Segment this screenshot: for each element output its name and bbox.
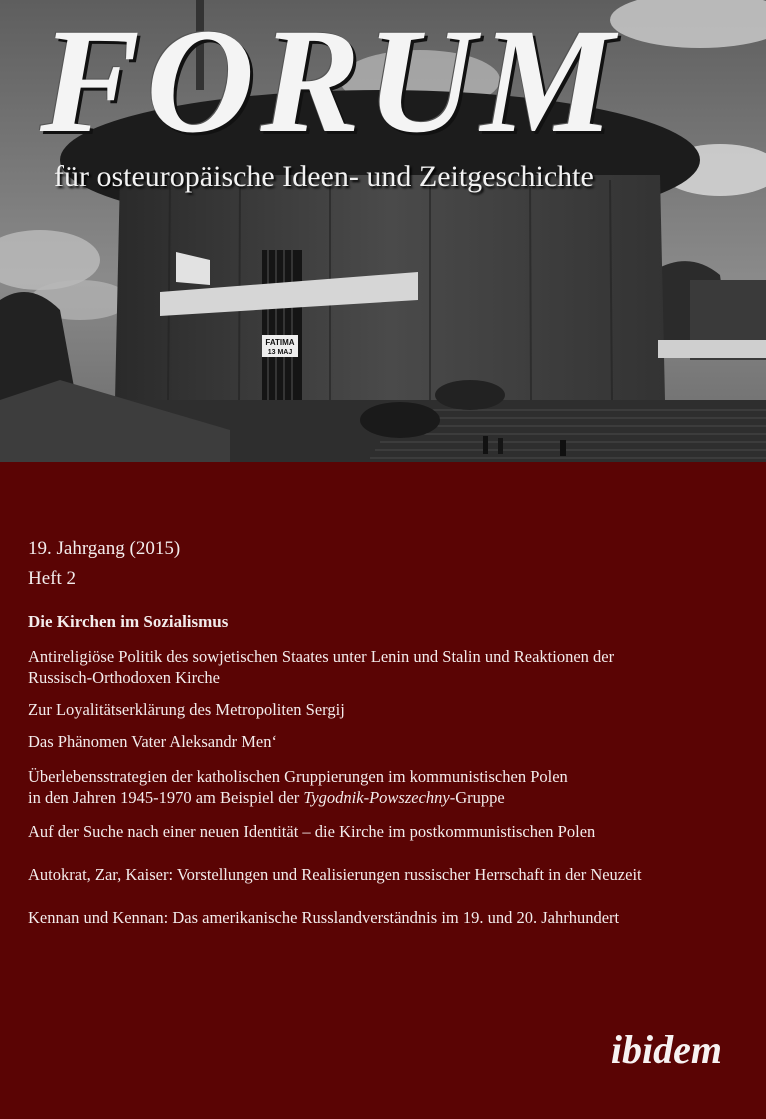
- article-line: in den Jahren 1945-1970 am Beispiel der: [28, 788, 304, 807]
- journal-subtitle: für osteuropäische Ideen- und Zeitgeschichte: [54, 160, 594, 193]
- article-title: [28, 646, 738, 688]
- issue-theme: Die Kirchen im Sozialismus: [28, 612, 229, 631]
- article-title: Auf der Suche nach einer neuen Identität – die Kirche im postkommunistischen Polen: [28, 822, 596, 841]
- article-title: Autokrat, Zar, Kaiser: Vorstellungen und Realisierungen russischer Herrschaft in der Neuzeit: [28, 865, 642, 884]
- journal-title: FORUM: [40, 0, 621, 164]
- article-line: Russisch-Orthodoxen Kirche: [28, 668, 221, 687]
- sign-text-line2: 13 MAJ: [267, 349, 293, 356]
- publisher-logo: ibidem: [610, 1027, 722, 1072]
- article-line: -Gruppe: [449, 788, 505, 807]
- table-of-contents: [28, 538, 738, 928]
- article-title: [28, 766, 738, 808]
- sign-text-line1: FATIMA: [265, 338, 295, 347]
- article-title: Zur Loyalitätserklärung des Metropoliten Sergij: [28, 700, 345, 719]
- article-title: Kennan und Kennan: Das amerikanische Russlandverständnis im 19. und 20. Jahrhundert: [28, 908, 620, 927]
- article-line: Antireligiöse Politik des sowjetischen Staates unter Lenin und Stalin und Reaktionen der: [28, 647, 615, 666]
- article-title: Das Phänomen Vater Aleksandr Men‘: [28, 732, 277, 751]
- article-line: Überlebensstrategien der katholischen Gruppierungen im kommunistischen Polen: [28, 767, 568, 786]
- issue-number: Heft 2: [28, 568, 77, 589]
- article-italic-name: Tygodnik-Powszechny: [303, 788, 450, 807]
- volume-label: 19. Jahrgang (2015): [28, 538, 181, 559]
